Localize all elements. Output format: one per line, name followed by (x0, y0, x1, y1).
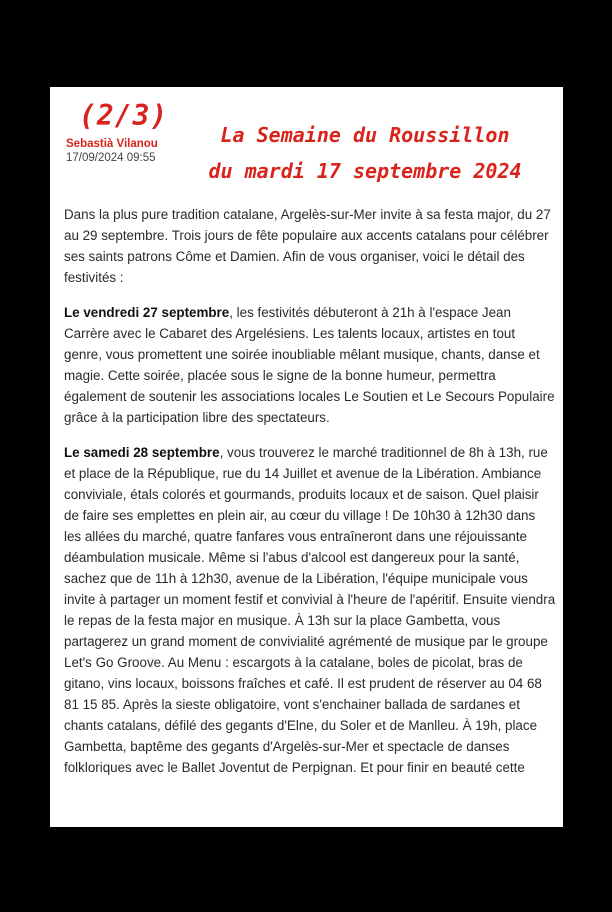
publish-date: 17/09/2024 09:55 (66, 152, 156, 164)
author-name: Sebastià Vilanou (66, 138, 158, 150)
page-counter: (2/3) (79, 99, 169, 132)
article-page (50, 87, 563, 827)
friday-lead: Le vendredi 27 septembre (64, 305, 230, 320)
title-line-2: du mardi 17 septembre 2024 (208, 159, 522, 183)
saturday-paragraph (64, 442, 556, 778)
saturday-text: , vous trouverez le marché traditionnel de 8h à 13h, rue et place de la République, rue du 14 Juillet et avenue de la Libération. Ambiance conviviale, étals colorés et gourmands, produits locaux et de saison. Quel plaisir de faire ses emplettes en plein air, au cœur du village ! De 10h30 à 12h30 dans les allées du marché, quatre fanfares vous entraîneront dans une réjouissante déambulation musicale. Même si l'abus d'alcool est dangereux pour la santé, sachez que de 11h à 12h30, avenue de la Libération, l'équipe municipale vous invite à partager un moment festif et convivial à l'heure de l'apéritif. Ensuite viendra le repas de la festa major en musique. À 13h sur la place Gambetta, vous partagerez un grand moment de convivialité agrémenté de musique par le groupe Let's Go Groove. Au Menu : escargots à la catalane, boles de picolat, bras de gitano, vins locaux, boissons fraîches et café. Il est prudent de réserver au 04 68 81 15 85. Après la sieste obligatoire, vont s'enchainer ballada de sardanes et chants catalans, défilé des gegants d'Elne, du Soler et de Manlleu. À 19h, place Gambetta, baptême des gegants d'Argelès-sur-Mer et spectacle de danses folkloriques avec le Ballet Joventut de Perpignan. Et pour finir en beauté cette (64, 445, 556, 775)
handwritten-title (175, 117, 555, 189)
article-body (64, 204, 556, 792)
intro-paragraph: Dans la plus pure tradition catalane, Argelès-sur-Mer invite à sa festa major, du 27 au 29 septembre. Trois jours de fête populaire aux accents catalans pour célébrer ses saints patrons Côme et Damien. Afin de vous organiser, voici le détail des festivités : (64, 207, 551, 285)
saturday-lead: Le samedi 28 septembre (64, 445, 220, 460)
friday-text: , les festivités débuteront à 21h à l'espace Jean Carrère avec le Cabaret des Argelésiens. Les talents locaux, artistes en tout genre, vous promettent une soirée inoubliable mêlant musique, chants, danse et magie. Cette soirée, placée sous le signe de la bonne humeur, permettra également de soutenir les associations locales Le Soutien et Le Secours Populaire grâce à la participation libre des spectateurs. (64, 305, 555, 425)
friday-paragraph (64, 302, 556, 428)
title-line-1: La Semaine du Roussillon (220, 123, 510, 147)
